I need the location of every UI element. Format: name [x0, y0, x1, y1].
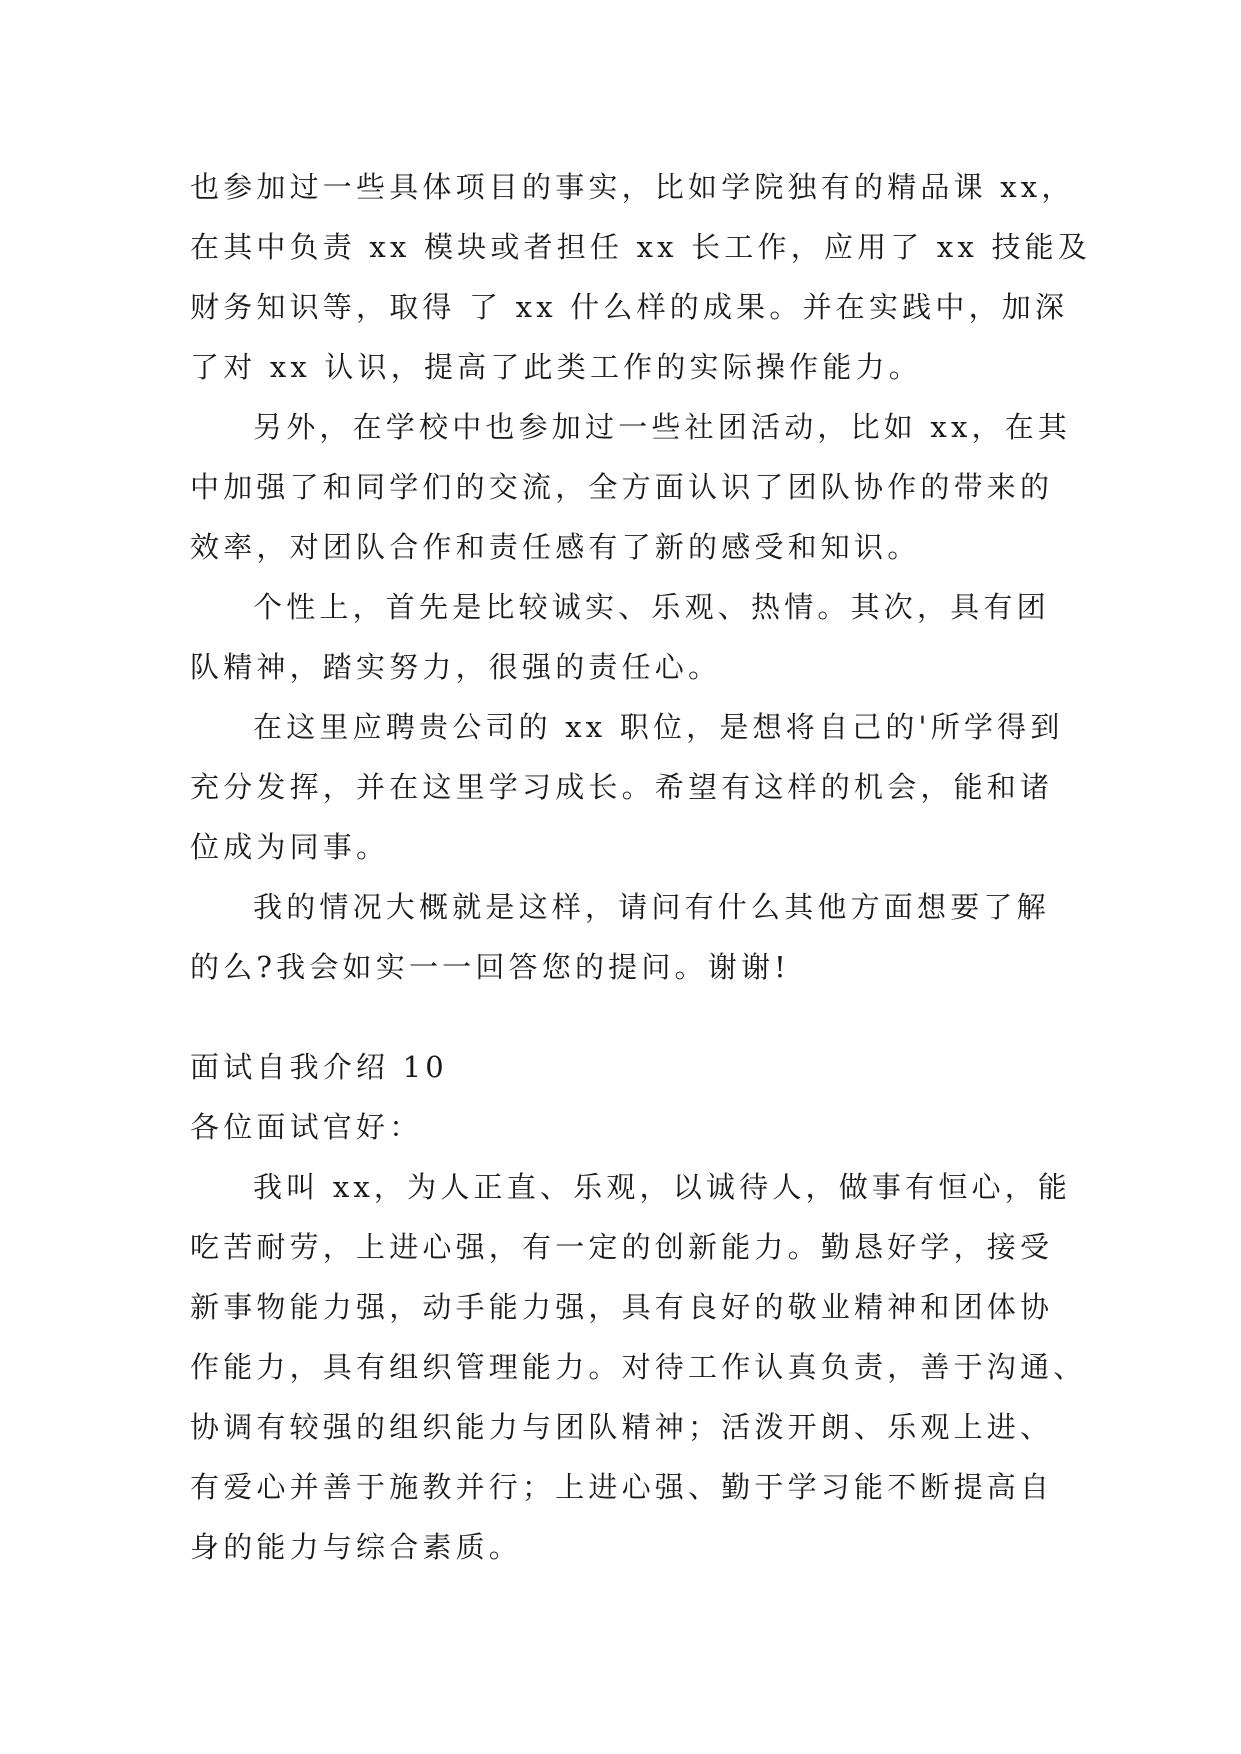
paragraph-2-line-2: 中加强了和同学们的交流，全方面认识了团队协作的带来的 [190, 470, 1054, 504]
paragraph-2-line-1: 另外，在学校中也参加过一些社团活动，比如 xx，在其 [253, 410, 1072, 444]
paragraph-3-line-2: 队精神，踏实努力，很强的责任心。 [190, 650, 722, 684]
paragraph-6-line-1: 我叫 xx，为人正直、乐观，以诚待人，做事有恒心，能 [253, 1170, 1072, 1204]
paragraph-4-line-2: 充分发挥，并在这里学习成长。希望有这样的机会，能和诸 [190, 770, 1054, 804]
paragraph-4-line-1: 在这里应聘贵公司的 xx 职位，是想将自己的'所学得到 [253, 710, 1064, 744]
paragraph-6-line-6: 有爱心并善于施教并行；上进心强、勤于学习能不断提高自 [190, 1470, 1054, 1504]
paragraph-1-line-2: 在其中负责 xx 模块或者担任 xx 长工作，应用了 xx 技能及 [190, 230, 1092, 264]
paragraph-6-line-5: 协调有较强的组织能力与团队精神；活泼开朗、乐观上进、 [190, 1410, 1054, 1444]
paragraph-1-line-3: 财务知识等，取得 了 xx 什么样的成果。并在实践中，加深 [190, 290, 1069, 324]
paragraph-1-line-1: 也参加过一些具体项目的事实，比如学院独有的精品课 xx， [190, 170, 1075, 204]
paragraph-5-line-2: 的么?我会如实一一回答您的提问。谢谢! [190, 950, 791, 984]
paragraph-2-line-3: 效率，对团队合作和责任感有了新的感受和知识。 [190, 530, 921, 564]
paragraph-3-line-1: 个性上，首先是比较诚实、乐观、热情。其次，具有团 [253, 590, 1050, 624]
paragraph-5-line-1: 我的情况大概就是这样，请问有什么其他方面想要了解 [253, 890, 1050, 924]
section-title: 面试自我介绍 10 [190, 1050, 448, 1084]
paragraph-4-line-3: 位成为同事。 [190, 830, 390, 864]
greeting: 各位面试官好： [190, 1110, 423, 1144]
paragraph-6-line-7: 身的能力与综合素质。 [190, 1530, 523, 1564]
paragraph-6-line-2: 吃苦耐劳，上进心强，有一定的创新能力。勤恳好学，接受 [190, 1230, 1054, 1264]
paragraph-6-line-4: 作能力，具有组织管理能力。对待工作认真负责，善于沟通、 [190, 1350, 1087, 1384]
paragraph-1-line-4: 了对 xx 认识，提高了此类工作的实际操作能力。 [190, 350, 922, 384]
paragraph-6-line-3: 新事物能力强，动手能力强，具有良好的敬业精神和团体协 [190, 1290, 1054, 1324]
